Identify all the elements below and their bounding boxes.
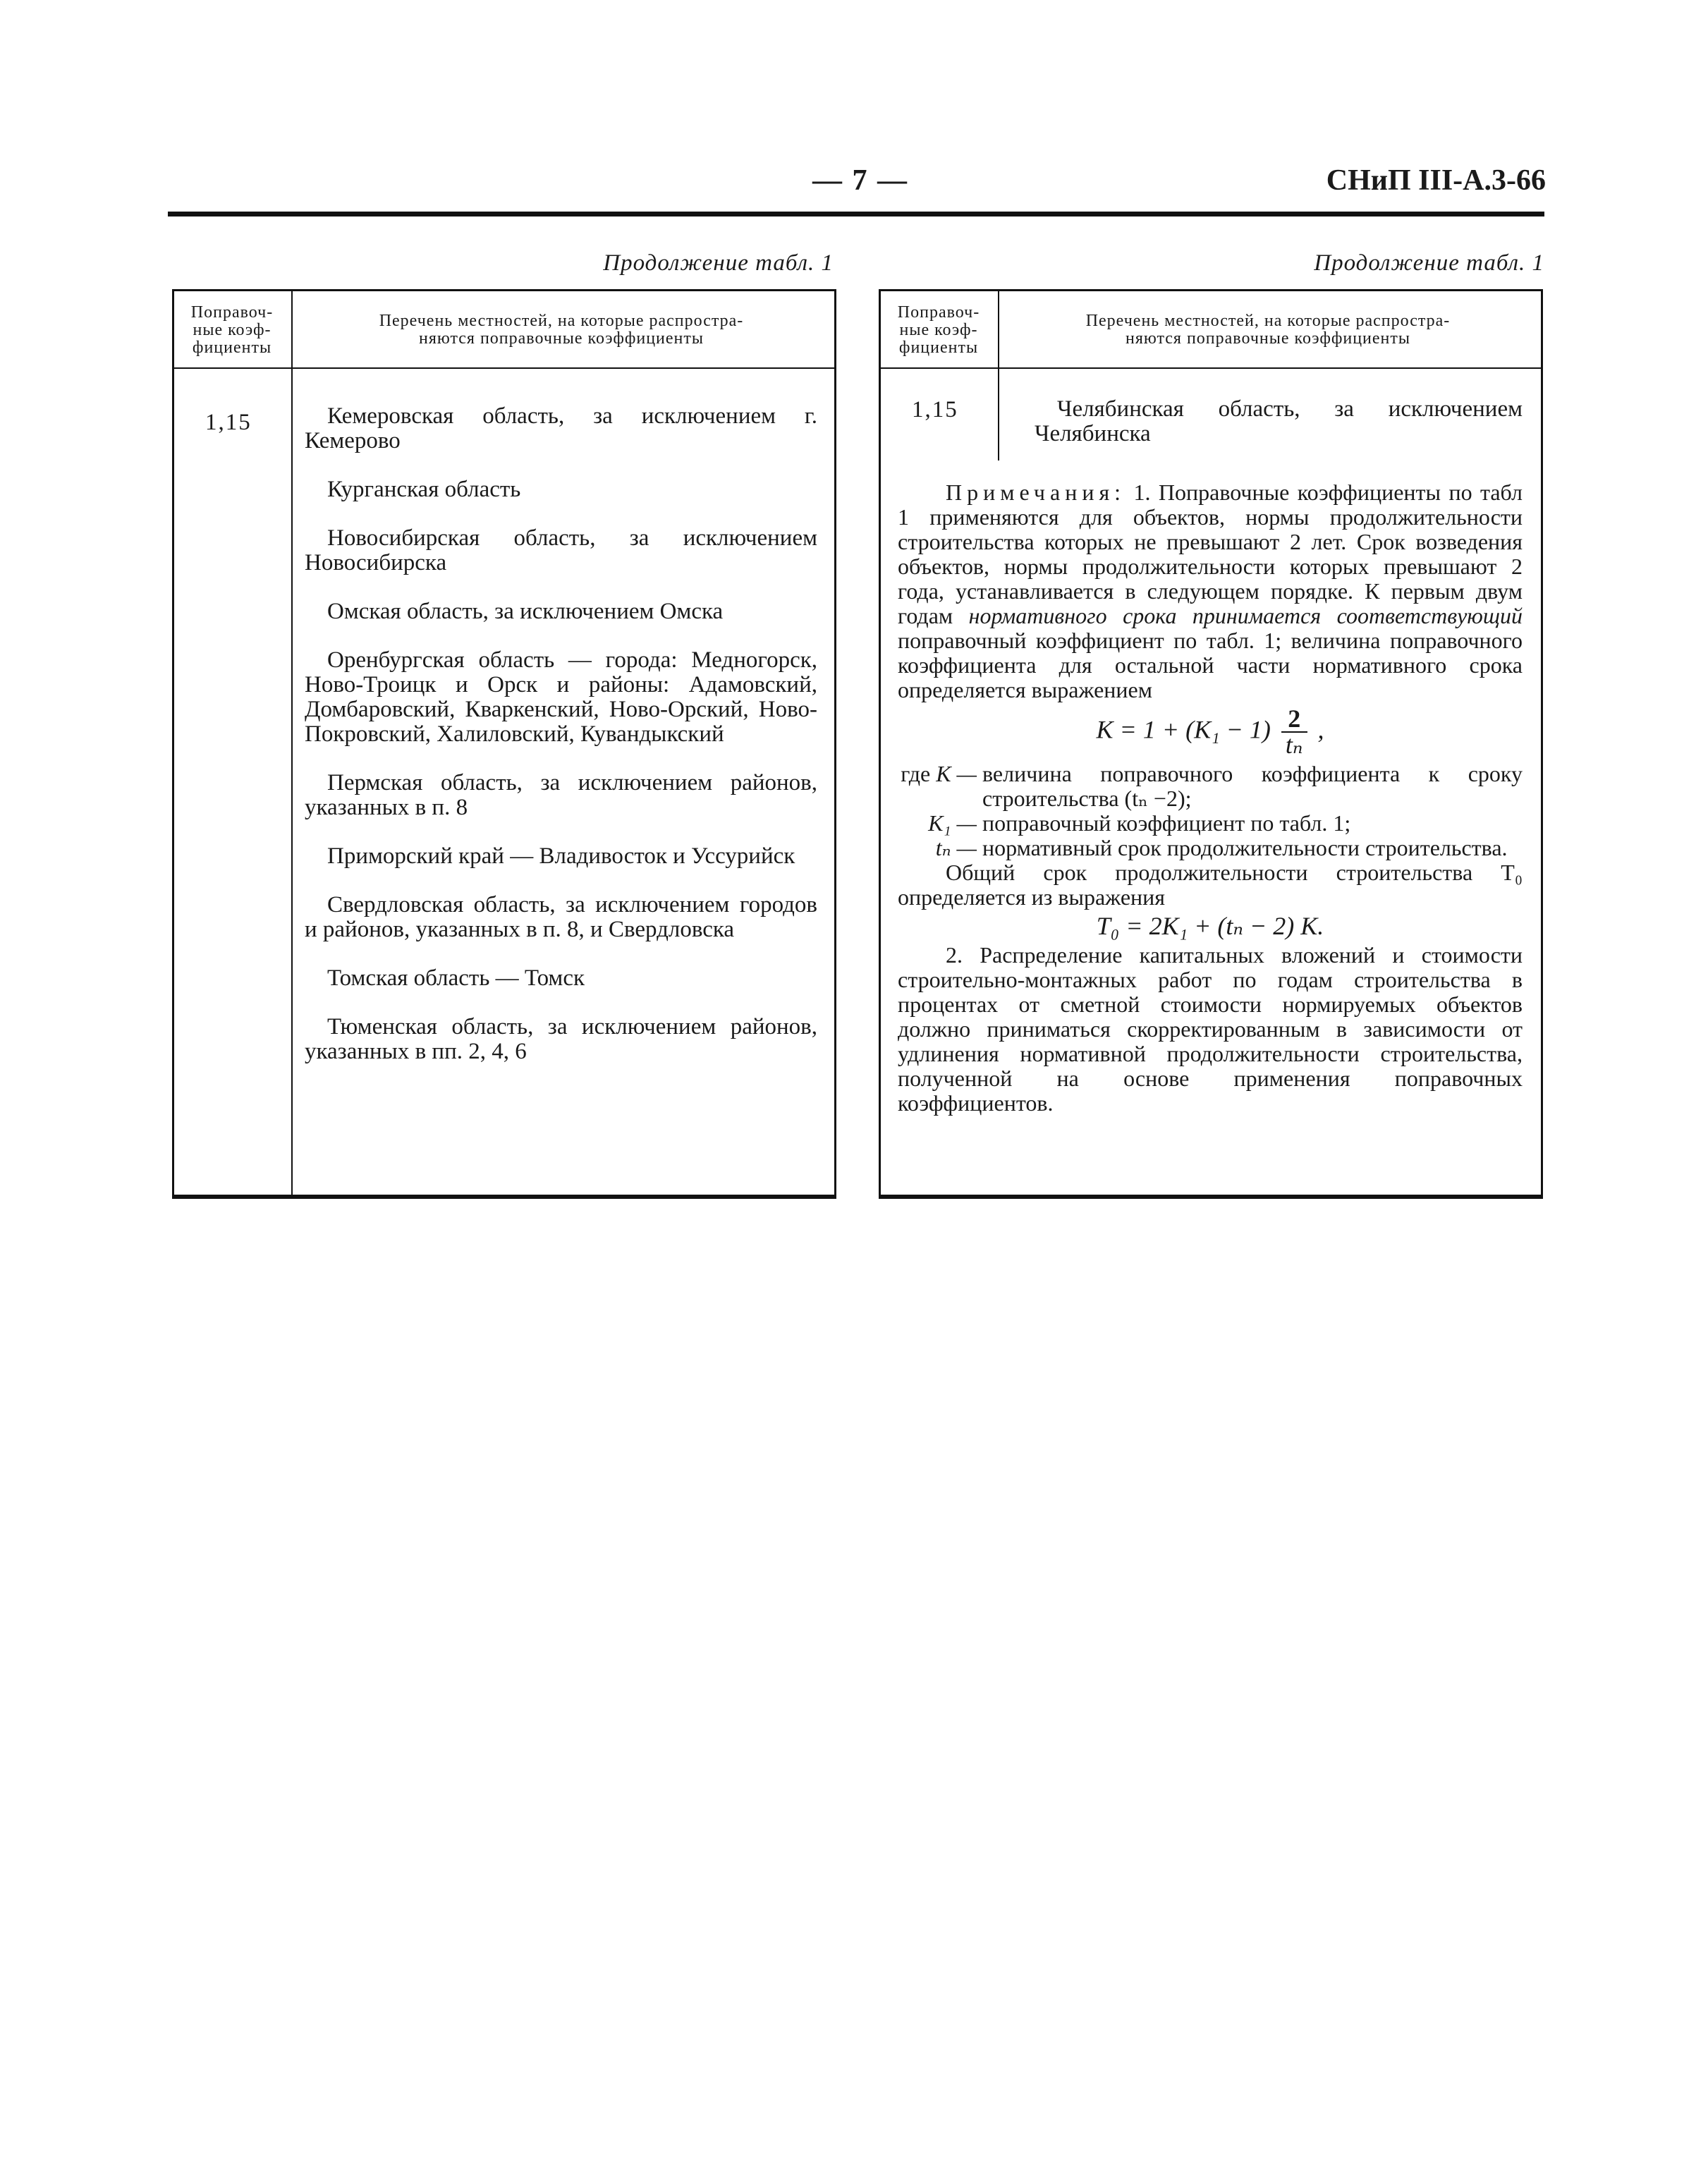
header-divider [881, 367, 1541, 369]
where-word: где [901, 761, 931, 786]
fraction-denominator: tₙ [1285, 731, 1303, 759]
note-1-text: 1. Поправочные коэффициенты по табл 1 применяются для объектов, нормы продолжительности строительства которых не превышают 2 лет. Срок возведения объектов, нормы продолжительности которых превышают 2 года, устанавливается в следующем порядке. К первым двум годам [898, 480, 1523, 628]
list-item: Тюменская область, за исключением районов, указанных в пп. 2, 4, 6 [305, 1014, 817, 1064]
formula-k-left: K = 1 + (K₁ − 1) [1096, 715, 1271, 744]
list-item: Оренбургская область — города: Медногорск, Ново-Троицк и Орск и районы: Адамовский, Домбаровский, Кваркенский, Ново-Орский, Ново-Покровский, Халиловский, Кувандыкский [305, 647, 817, 747]
page-number: — 7 — [812, 164, 908, 197]
definition-symbol: tₙ — [935, 835, 977, 860]
table-caption-left: Продолжение табл. 1 [603, 250, 834, 276]
column-divider [291, 291, 293, 1195]
column-divider [998, 291, 999, 461]
list-item: Челябинская область, за исключением Челябинска [1035, 396, 1523, 446]
note-1-tail: поправочный коэффициент по табл. 1; величина поправочного коэффициента для остальной части нормативного срока определяется выражением [898, 628, 1523, 702]
table-right [879, 289, 1543, 1199]
note-1-italic: нормативного срока принимается соответствующий [968, 603, 1523, 628]
table-left [172, 289, 836, 1199]
column-header-coefficients: Поправоч- ные коэф- фициенты [190, 303, 274, 357]
fraction-numerator: 2 [1281, 707, 1307, 733]
definition-symbol: K₁ — [928, 810, 977, 836]
definition-text: поправочный коэффициент по табл. 1; [982, 810, 1351, 836]
list-item: Кемеровская область, за исключением г. Кемерово [305, 403, 817, 453]
definition-k1 [898, 811, 1523, 836]
formula-fraction [1281, 707, 1307, 757]
list-item: Пермская область, за исключением районов, указанных в п. 8 [305, 770, 817, 820]
list-item: Приморский край — Владивосток и Уссурийск [327, 843, 795, 869]
coefficient-value: 1,15 [205, 410, 252, 435]
list-item: Омская область, за исключением Омска [327, 599, 724, 624]
header-rule [168, 212, 1544, 216]
definition-text: нормативный срок продолжительности строительства. [982, 835, 1508, 860]
formula-k-end: , [1311, 715, 1324, 744]
definition-tn [898, 836, 1523, 860]
definition-text: величина поправочного коэффициента к сроку строительства (tₙ −2); [982, 761, 1523, 811]
header-divider [174, 367, 834, 369]
definition-symbol: K — [936, 761, 977, 786]
coefficient-value: 1,15 [912, 397, 958, 422]
localities-list [305, 404, 817, 1088]
definition-k [898, 762, 1523, 811]
document-code: СНиП III-А.3-66 [1326, 164, 1546, 197]
formula-k [898, 707, 1523, 757]
list-item: Томская область — Томск [327, 965, 585, 991]
notes-label: Примечания: [946, 480, 1126, 505]
definitions [898, 762, 1523, 860]
general-duration-text: Общий срок продолжительности строительства T₀ определяется из выражения [898, 860, 1523, 910]
formula-t0: T₀ = 2K₁ + (tₙ − 2) K. [1096, 912, 1324, 940]
note-1 [898, 480, 1523, 702]
list-item: Новосибирская область, за исключением Новосибирска [305, 525, 817, 575]
list-item: Курганская область [327, 477, 521, 502]
column-header-localities: Перечень местностей, на которые распростра- няются поправочные коэффициенты [1085, 312, 1451, 348]
table-notes [898, 480, 1523, 1116]
column-header-localities: Перечень местностей, на которые распростра- няются поправочные коэффициенты [379, 312, 744, 348]
column-header-coefficients: Поправоч- ные коэф- фициенты [897, 303, 980, 357]
table-caption-right: Продолжение табл. 1 [1314, 250, 1544, 276]
list-item: Свердловская область, за исключением городов и районов, указанных в п. 8, и Свердловска [305, 892, 817, 942]
note-2: 2. Распределение капитальных вложений и стоимости строительно-монтажных работ по годам строительства в процентах от сметной стоимости нормируемых объектов должно приниматься скорректированным в зависимости от удлинения нормативной продолжительности строительства, полученной на основе применения поправочных коэффициентов. [898, 942, 1523, 1116]
